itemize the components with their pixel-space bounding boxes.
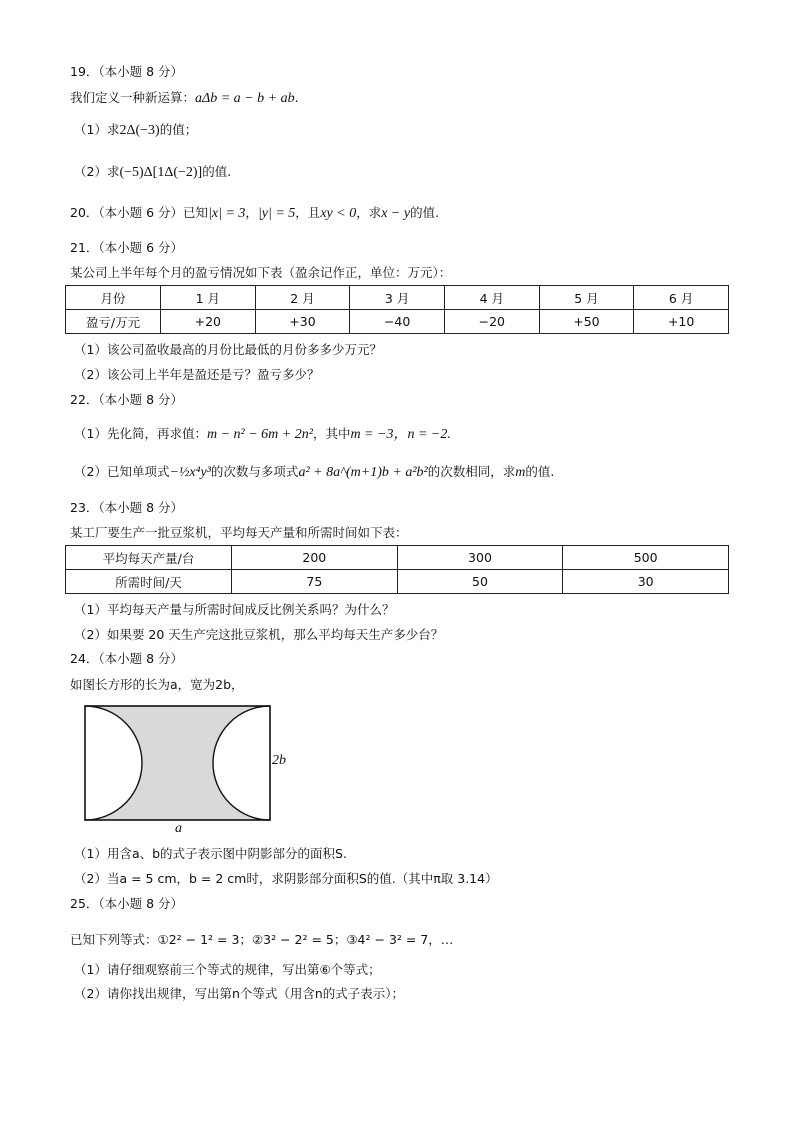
q20-sep2: ，且 [295,205,321,220]
q20-sep3: ，求 [356,205,382,220]
q24-part2: （2）当a = 5 cm，b = 2 cm时，求阴影部分面积S的值.（其中π取 3.14） [74,871,498,886]
q19-p2-tail: 的值. [202,164,232,179]
q25-header: 25．（本小题 8 分） [70,896,184,911]
q21-table-cell: −20 [444,310,539,334]
width-label: 2b [272,753,286,768]
q22-p1-mid: ，其中 [312,426,351,441]
q22-p1-label: （1）先化简，再求值： [74,426,207,441]
q22-polynomial: a² + 8a^(m+1)b + a²b² [298,465,428,480]
q19-p1-tail: 的值； [159,122,198,137]
q19-intro: 我们定义一种新运算：aΔb = a − b + ab. [70,90,299,106]
q21-table-cell: +30 [255,310,350,334]
q19-intro-text: 我们定义一种新运算： [70,90,196,105]
q23-intro: 某工厂要生产一批豆浆机，平均每天产量和所需时间如下表： [70,525,408,540]
q23-part1: （1）平均每天产量与所需时间成反比例关系吗？为什么？ [74,602,395,617]
q19-definition: aΔb = a − b + ab [195,91,295,106]
q23-table-cell: 200 [232,546,398,570]
q21-header: 21．（本小题 6 分） [70,240,184,255]
q23-table-cell: 75 [232,570,398,594]
q22-p2-tail: 的次数相同，求 [427,464,516,479]
q22-header: 22．（本小题 8 分） [70,392,184,407]
q19-header: 19．（本小题 8 分） [70,64,184,79]
q21-intro: 某公司上半年每个月的盈亏情况如下表（盈余记作正，单位：万元）： [70,265,452,280]
q21-table-cell: 月份 [66,286,161,310]
q22-p1-values: m = −3，n = −2. [350,427,451,442]
q25-part2: （2）请你找出规律，写出第n个等式（用含n的式子表示）； [74,986,405,1001]
q20-ask: x − y [381,206,411,221]
q19-p1-label: （1）求 [74,122,120,137]
q22-p2-label: （2）已知单项式 [74,464,170,479]
q21-table-cell: 1 月 [161,286,256,310]
q20-cond3: xy < 0 [320,206,357,221]
shaded-region [85,706,270,820]
q19-p1-expr: 2Δ(−3) [119,123,160,138]
q21-table-cell: 2 月 [255,286,350,310]
q23-table-cell: 50 [397,570,563,594]
q21-table-cell: +10 [634,310,729,334]
q23-table-cell: 30 [563,570,729,594]
q23-table-cell: 300 [397,546,563,570]
q20-cond1: |x| = 3 [208,206,246,221]
q25-intro: 已知下列等式：①2² − 1² = 3；②3² − 2² = 5；③4² − 3² = 7，… [70,932,454,947]
q22-p1-expr: m − n² − 6m + 2n² [206,427,313,442]
q25-part1: （1）请仔细观察前三个等式的规律，写出第⑥个等式； [74,962,381,977]
q21-table-cell: −40 [350,310,445,334]
q23-table-cell: 所需时间/天 [66,570,232,594]
q20-sep1: ， [245,205,258,220]
q23-header: 23．（本小题 8 分） [70,500,184,515]
q20-tail: 的值. [410,205,440,220]
q21-table-cell: +50 [539,310,634,334]
q24-header: 24．（本小题 8 分） [70,651,184,666]
q20-cond2: |y| = 5 [257,206,296,221]
q24-intro: 如图长方形的长为a，宽为2b， [70,677,244,692]
q21-part1: （1）该公司盈收最高的月份比最低的月份多多少万元？ [74,342,382,357]
q21-part2: （2）该公司上半年是盈还是亏？盈亏多少？ [74,367,320,382]
q23-table-cell: 平均每天产量/台 [66,546,232,570]
q22-p2-mid: 的次数与多项式 [210,464,299,479]
q22-monomial: −½x⁴y³ [169,465,211,480]
q21-table-cell: 5 月 [539,286,634,310]
q23-part2: （2）如果要 20 天生产完这批豆浆机，那么平均每天生产多少台？ [74,627,444,642]
q21-table-cell: 3 月 [350,286,445,310]
q21-table-cell: 4 月 [444,286,539,310]
length-label: a [175,821,182,836]
q21-table-cell: 盈亏/万元 [66,310,161,334]
q19-p2-expr: (−5)Δ[1Δ(−2)] [119,165,203,180]
q23-table-cell: 500 [563,546,729,570]
q22-p2-end: 的值. [525,464,555,479]
q21-table-cell: +20 [161,310,256,334]
q19-p2-label: （2）求 [74,164,120,179]
q22-p2-var: m [515,465,526,480]
q21-table-cell: 6 月 [634,286,729,310]
q20-header: 20．（本小题 6 分）已知 [70,205,209,220]
q24-part1: （1）用含a、b的式子表示图中阴影部分的面积S. [74,846,347,861]
